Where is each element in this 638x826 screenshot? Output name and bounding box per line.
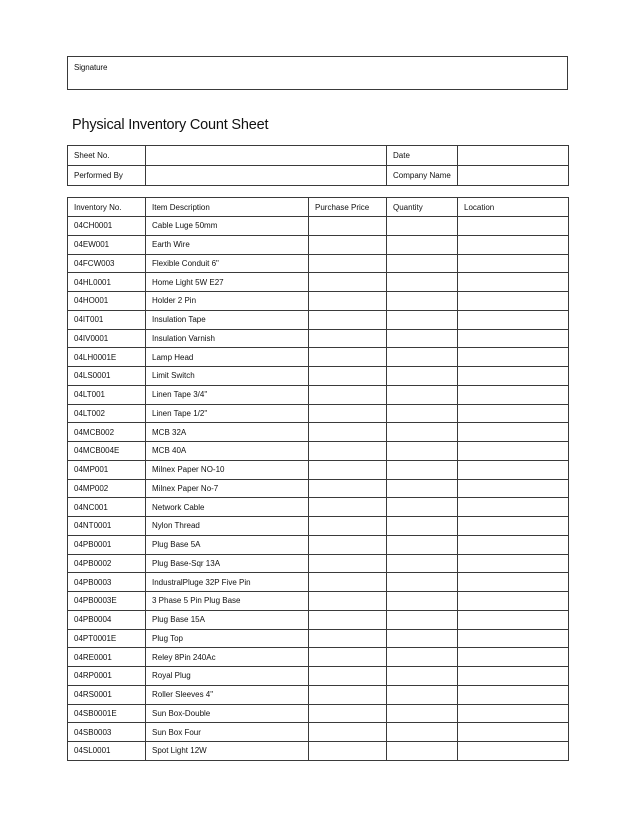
column-header-quantity: Quantity [387, 198, 458, 217]
inventory-no-cell: 04PB0003E [68, 592, 146, 611]
inventory-no-cell: 04NT0001 [68, 517, 146, 536]
table-row [68, 235, 569, 254]
purchase-price-cell[interactable] [309, 348, 387, 367]
quantity-cell[interactable] [387, 460, 458, 479]
table-row [68, 254, 569, 273]
inventory-no-cell: 04HO001 [68, 292, 146, 311]
quantity-cell[interactable] [387, 348, 458, 367]
purchase-price-cell[interactable] [309, 423, 387, 442]
purchase-price-cell[interactable] [309, 385, 387, 404]
item-description-cell: Plug Base-Sqr 13A [146, 554, 309, 573]
table-row [68, 329, 569, 348]
item-description-cell: Linen Tape 3/4" [146, 385, 309, 404]
inventory-no-cell: 04HL0001 [68, 273, 146, 292]
location-cell[interactable] [458, 610, 569, 629]
sheet-no-label: Sheet No. [68, 146, 146, 166]
column-header-location: Location [458, 198, 569, 217]
inventory-no-cell: 04MCB004E [68, 442, 146, 461]
quantity-cell[interactable] [387, 742, 458, 761]
purchase-price-cell[interactable] [309, 554, 387, 573]
item-description-cell: Earth Wire [146, 235, 309, 254]
column-header-inventory-no: Inventory No. [68, 198, 146, 217]
location-cell[interactable] [458, 385, 569, 404]
location-cell[interactable] [458, 348, 569, 367]
quantity-cell[interactable] [387, 667, 458, 686]
item-description-cell: Limit Switch [146, 367, 309, 386]
quantity-cell[interactable] [387, 367, 458, 386]
performed-by-label: Performed By [68, 166, 146, 186]
date-field[interactable] [458, 146, 569, 166]
purchase-price-cell[interactable] [309, 629, 387, 648]
location-cell[interactable] [458, 704, 569, 723]
inventory-no-cell: 04FCW003 [68, 254, 146, 273]
location-cell[interactable] [458, 648, 569, 667]
inventory-no-cell: 04PB0003 [68, 573, 146, 592]
inventory-no-cell: 04LS0001 [68, 367, 146, 386]
item-description-cell: Milnex Paper No-7 [146, 479, 309, 498]
purchase-price-cell[interactable] [309, 479, 387, 498]
location-cell[interactable] [458, 498, 569, 517]
inventory-no-cell: 04IV0001 [68, 329, 146, 348]
location-cell[interactable] [458, 310, 569, 329]
location-cell[interactable] [458, 217, 569, 236]
quantity-cell[interactable] [387, 329, 458, 348]
purchase-price-cell[interactable] [309, 273, 387, 292]
location-cell[interactable] [458, 460, 569, 479]
purchase-price-cell[interactable] [309, 610, 387, 629]
quantity-cell[interactable] [387, 685, 458, 704]
inventory-no-cell: 04MP001 [68, 460, 146, 479]
location-cell[interactable] [458, 629, 569, 648]
table-row [68, 423, 569, 442]
item-description-cell: Lamp Head [146, 348, 309, 367]
table-row [68, 592, 569, 611]
item-description-cell: Spot Light 12W [146, 742, 309, 761]
location-cell[interactable] [458, 442, 569, 461]
location-cell[interactable] [458, 723, 569, 742]
location-cell[interactable] [458, 423, 569, 442]
inventory-no-cell: 04CH0001 [68, 217, 146, 236]
item-description-cell: Flexible Conduit 6" [146, 254, 309, 273]
company-name-label: Company Name [387, 166, 458, 186]
table-row [68, 742, 569, 761]
location-cell[interactable] [458, 367, 569, 386]
table-row [68, 554, 569, 573]
purchase-price-cell[interactable] [309, 723, 387, 742]
inventory-no-cell: 04EW001 [68, 235, 146, 254]
purchase-price-cell[interactable] [309, 254, 387, 273]
purchase-price-cell[interactable] [309, 217, 387, 236]
table-row [68, 667, 569, 686]
location-cell[interactable] [458, 235, 569, 254]
table-row [68, 404, 569, 423]
purchase-price-cell[interactable] [309, 573, 387, 592]
purchase-price-cell[interactable] [309, 517, 387, 536]
item-description-cell: Linen Tape 1/2" [146, 404, 309, 423]
inventory-no-cell: 04SB0001E [68, 704, 146, 723]
inventory-no-cell: 04LT002 [68, 404, 146, 423]
quantity-cell[interactable] [387, 385, 458, 404]
column-header-purchase-price: Purchase Price [309, 198, 387, 217]
item-description-cell: Insulation Varnish [146, 329, 309, 348]
location-cell[interactable] [458, 254, 569, 273]
purchase-price-cell[interactable] [309, 460, 387, 479]
inventory-no-cell: 04PT0001E [68, 629, 146, 648]
purchase-price-cell[interactable] [309, 742, 387, 761]
item-description-cell: MCB 40A [146, 442, 309, 461]
location-cell[interactable] [458, 404, 569, 423]
inventory-no-cell: 04RP0001 [68, 667, 146, 686]
table-row [68, 348, 569, 367]
location-cell[interactable] [458, 685, 569, 704]
table-row [68, 479, 569, 498]
purchase-price-cell[interactable] [309, 367, 387, 386]
inventory-no-cell: 04LT001 [68, 385, 146, 404]
quantity-cell[interactable] [387, 592, 458, 611]
item-description-cell: Holder 2 Pin [146, 292, 309, 311]
table-row [68, 292, 569, 311]
quantity-cell[interactable] [387, 704, 458, 723]
table-row [68, 460, 569, 479]
item-description-cell: IndustralPluge 32P Five Pin [146, 573, 309, 592]
inventory-table [67, 197, 569, 761]
quantity-cell[interactable] [387, 442, 458, 461]
item-description-cell: Plug Base 5A [146, 535, 309, 554]
table-row [68, 685, 569, 704]
table-row [68, 704, 569, 723]
inventory-no-cell: 04SB0003 [68, 723, 146, 742]
item-description-cell: Royal Plug [146, 667, 309, 686]
table-row [68, 535, 569, 554]
table-row [68, 498, 569, 517]
purchase-price-cell[interactable] [309, 292, 387, 311]
quantity-cell[interactable] [387, 535, 458, 554]
location-cell[interactable] [458, 292, 569, 311]
inventory-no-cell: 04PB0004 [68, 610, 146, 629]
purchase-price-cell[interactable] [309, 310, 387, 329]
inventory-no-cell: 04MP002 [68, 479, 146, 498]
quantity-cell[interactable] [387, 554, 458, 573]
column-header-item-description: Item Description [146, 198, 309, 217]
sheet-no-field[interactable] [146, 146, 387, 166]
item-description-cell: 3 Phase 5 Pin Plug Base [146, 592, 309, 611]
quantity-cell[interactable] [387, 498, 458, 517]
inventory-no-cell: 04PB0002 [68, 554, 146, 573]
quantity-cell[interactable] [387, 273, 458, 292]
date-label: Date [387, 146, 458, 166]
signature-box[interactable] [67, 56, 568, 90]
item-description-cell: Insulation Tape [146, 310, 309, 329]
table-row [68, 385, 569, 404]
table-row [68, 442, 569, 461]
item-description-cell: Sun Box Four [146, 723, 309, 742]
inventory-no-cell: 04RS0001 [68, 685, 146, 704]
item-description-cell: Network Cable [146, 498, 309, 517]
sheet-info-row-2 [68, 166, 569, 186]
item-description-cell: Reley 8Pin 240Ac [146, 648, 309, 667]
item-description-cell: MCB 32A [146, 423, 309, 442]
purchase-price-cell[interactable] [309, 685, 387, 704]
performed-by-field[interactable] [146, 166, 387, 186]
table-row [68, 367, 569, 386]
quantity-cell[interactable] [387, 517, 458, 536]
inventory-no-cell: 04MCB002 [68, 423, 146, 442]
location-cell[interactable] [458, 667, 569, 686]
location-cell[interactable] [458, 592, 569, 611]
location-cell[interactable] [458, 535, 569, 554]
item-description-cell: Plug Base 15A [146, 610, 309, 629]
purchase-price-cell[interactable] [309, 329, 387, 348]
page-title: Physical Inventory Count Sheet [72, 117, 269, 133]
quantity-cell[interactable] [387, 723, 458, 742]
quantity-cell[interactable] [387, 648, 458, 667]
purchase-price-cell[interactable] [309, 442, 387, 461]
table-row [68, 629, 569, 648]
purchase-price-cell[interactable] [309, 498, 387, 517]
inventory-header-row [68, 198, 569, 217]
table-row [68, 723, 569, 742]
quantity-cell[interactable] [387, 254, 458, 273]
table-row [68, 517, 569, 536]
purchase-price-cell[interactable] [309, 592, 387, 611]
company-name-field[interactable] [458, 166, 569, 186]
table-row [68, 573, 569, 592]
purchase-price-cell[interactable] [309, 235, 387, 254]
sheet-info-table [67, 145, 569, 186]
quantity-cell[interactable] [387, 235, 458, 254]
quantity-cell[interactable] [387, 404, 458, 423]
inventory-no-cell: 04SL0001 [68, 742, 146, 761]
quantity-cell[interactable] [387, 610, 458, 629]
table-row [68, 648, 569, 667]
purchase-price-cell[interactable] [309, 704, 387, 723]
location-cell[interactable] [458, 329, 569, 348]
sheet-info-row-1 [68, 146, 569, 166]
signature-label: Signature [74, 63, 108, 72]
quantity-cell[interactable] [387, 423, 458, 442]
location-cell[interactable] [458, 273, 569, 292]
item-description-cell: Sun Box-Double [146, 704, 309, 723]
item-description-cell: Plug Top [146, 629, 309, 648]
purchase-price-cell[interactable] [309, 648, 387, 667]
quantity-cell[interactable] [387, 292, 458, 311]
purchase-price-cell[interactable] [309, 404, 387, 423]
inventory-no-cell: 04RE0001 [68, 648, 146, 667]
location-cell[interactable] [458, 517, 569, 536]
quantity-cell[interactable] [387, 217, 458, 236]
purchase-price-cell[interactable] [309, 535, 387, 554]
item-description-cell: Home Light 5W E27 [146, 273, 309, 292]
location-cell[interactable] [458, 479, 569, 498]
item-description-cell: Milnex Paper NO-10 [146, 460, 309, 479]
quantity-cell[interactable] [387, 479, 458, 498]
item-description-cell: Nylon Thread [146, 517, 309, 536]
location-cell[interactable] [458, 742, 569, 761]
table-row [68, 610, 569, 629]
location-cell[interactable] [458, 554, 569, 573]
purchase-price-cell[interactable] [309, 667, 387, 686]
quantity-cell[interactable] [387, 629, 458, 648]
inventory-no-cell: 04IT001 [68, 310, 146, 329]
inventory-no-cell: 04PB0001 [68, 535, 146, 554]
location-cell[interactable] [458, 573, 569, 592]
inventory-no-cell: 04NC001 [68, 498, 146, 517]
quantity-cell[interactable] [387, 310, 458, 329]
quantity-cell[interactable] [387, 573, 458, 592]
item-description-cell: Roller Sleeves 4" [146, 685, 309, 704]
inventory-no-cell: 04LH0001E [68, 348, 146, 367]
table-row [68, 310, 569, 329]
table-row [68, 217, 569, 236]
table-row [68, 273, 569, 292]
item-description-cell: Cable Luge 50mm [146, 217, 309, 236]
